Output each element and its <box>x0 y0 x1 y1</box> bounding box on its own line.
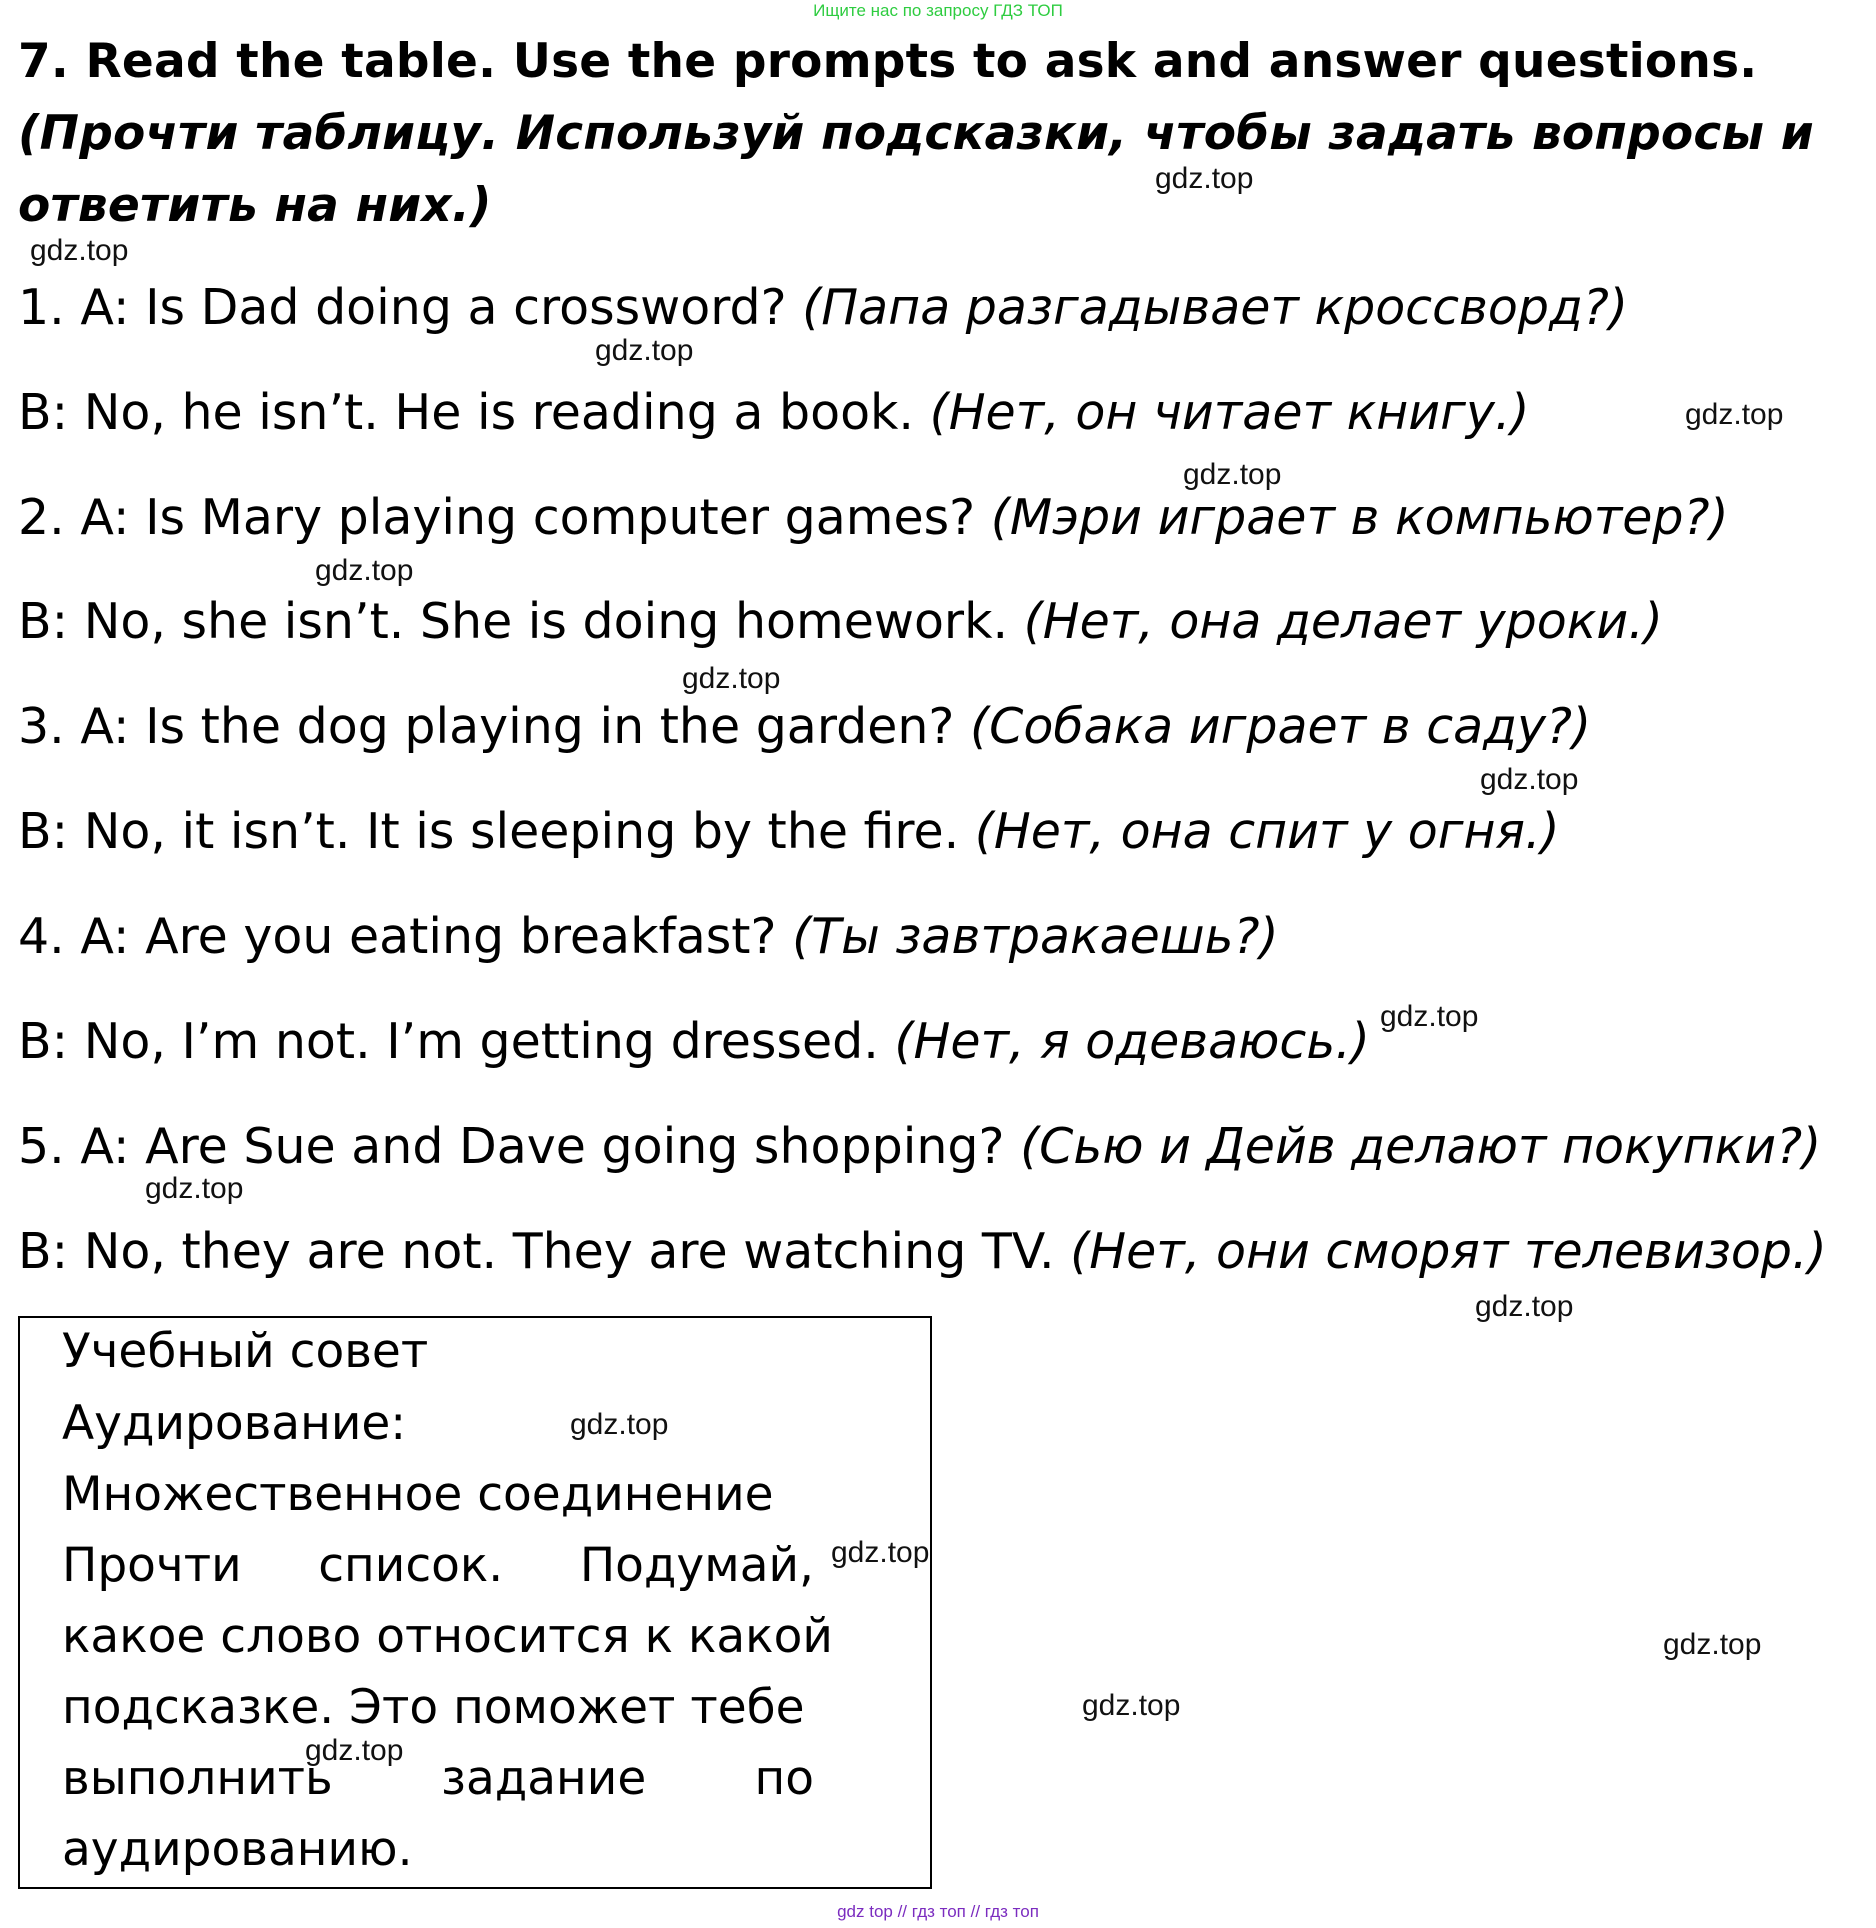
watermark: gdz.top <box>831 1536 930 1569</box>
tip-heading: Учебный совет <box>62 1324 429 1379</box>
study-tip-box <box>18 1316 932 1889</box>
footer: gdz top // гдз топ // гдз топ <box>837 1902 1039 1921</box>
dialogue-line <box>18 1222 1827 1282</box>
dialogue-en: 1. A: Is Dad doing a crossword? <box>18 279 787 336</box>
dialogue-en: 2. A: Is Mary playing computer games? <box>18 489 976 546</box>
dialogue-ru: (Нет, он читает книгу.) <box>929 384 1530 441</box>
dialogue-line <box>18 802 1560 862</box>
dialogue-ru: (Мэри играет в компьютер?) <box>990 489 1729 546</box>
watermark: gdz.top <box>1380 1000 1479 1033</box>
watermark: gdz.top <box>1475 1290 1574 1323</box>
dialogue-ru: (Нет, я одеваюсь.) <box>894 1013 1370 1070</box>
task-title <box>18 26 1863 242</box>
watermark: gdz.top <box>570 1408 669 1441</box>
dialogue-ru: (Нет, они сморят телевизор.) <box>1070 1223 1827 1280</box>
watermark: gdz.top <box>1183 458 1282 491</box>
dialogue-line <box>18 697 1591 757</box>
tip-word: выполнить <box>62 1751 333 1806</box>
dialogue-en: 5. A: Are Sue and Dave going shopping? <box>18 1118 1005 1175</box>
watermark: gdz.top <box>1480 763 1579 796</box>
watermark: gdz.top <box>1685 398 1784 431</box>
dialogue-en: 3. A: Is the dog playing in the garden? <box>18 698 955 755</box>
tip-text-line: подсказке. Это поможет тебе <box>62 1680 805 1735</box>
dialogue-en: B: No, I’m not. I’m getting dressed. <box>18 1013 879 1070</box>
dialogue-line <box>18 383 1530 443</box>
dialogue-ru: (Папа разгадывает кроссворд?) <box>802 279 1629 336</box>
dialogue-en: B: No, she isn’t. She is doing homework. <box>18 593 1009 650</box>
tip-word: список. <box>318 1538 504 1593</box>
tip-text-line: какое слово относится к какой <box>62 1609 833 1664</box>
tip-word: Подумай, <box>579 1538 814 1593</box>
dialogue-ru: (Собака играет в саду?) <box>970 698 1592 755</box>
tip-word: Прочти <box>62 1538 242 1593</box>
tip-subheading: Аудирование: <box>62 1396 407 1451</box>
tip-word: по <box>754 1751 814 1806</box>
watermark: gdz.top <box>1155 162 1254 195</box>
watermark: gdz.top <box>305 1734 404 1767</box>
dialogue-line <box>18 1117 1821 1177</box>
watermark: gdz.top <box>682 662 781 695</box>
dialogue-line <box>18 592 1663 652</box>
tip-text-line: аудированию. <box>62 1822 413 1877</box>
watermark: gdz.top <box>1663 1628 1762 1661</box>
dialogue-en: B: No, they are not. They are watching TV. <box>18 1223 1055 1280</box>
dialogue-en: 4. A: Are you eating breakfast? <box>18 908 777 965</box>
dialogue-ru: (Сью и Дейв делают покупки?) <box>1020 1118 1822 1175</box>
task-title-en: 7. Read the table. Use the prompts to ask and answer questions. <box>18 34 1758 89</box>
dialogue-line <box>18 278 1628 338</box>
watermark: gdz.top <box>315 554 414 587</box>
task-title-ru: (Прочти таблицу. Используй подсказки, чтобы задать вопросы и ответить на них.) <box>18 106 1814 233</box>
dialogue-ru: (Нет, она спит у огня.) <box>974 803 1560 860</box>
dialogue-ru: (Ты завтракаешь?) <box>792 908 1279 965</box>
tip-topic: Множественное соединение <box>62 1467 774 1522</box>
tip-text-line <box>62 1749 814 1809</box>
tip-word: задание <box>440 1751 647 1806</box>
dialogue-line <box>18 1012 1370 1072</box>
dialogue-en: B: No, he isn’t. He is reading a book. <box>18 384 914 441</box>
watermark: gdz.top <box>595 334 694 367</box>
dialogue-line <box>18 907 1279 967</box>
watermark: gdz.top <box>1082 1689 1181 1722</box>
tip-text-line <box>62 1536 814 1596</box>
watermark: gdz.top <box>30 234 129 267</box>
dialogue-en: B: No, it isn’t. It is sleeping by the fire. <box>18 803 960 860</box>
dialogue-line <box>18 488 1729 548</box>
watermark: gdz.top <box>145 1172 244 1205</box>
dialogue-ru: (Нет, она делает уроки.) <box>1023 593 1663 650</box>
top-banner: Ищите нас по запросу ГДЗ ТОП <box>813 1 1063 20</box>
